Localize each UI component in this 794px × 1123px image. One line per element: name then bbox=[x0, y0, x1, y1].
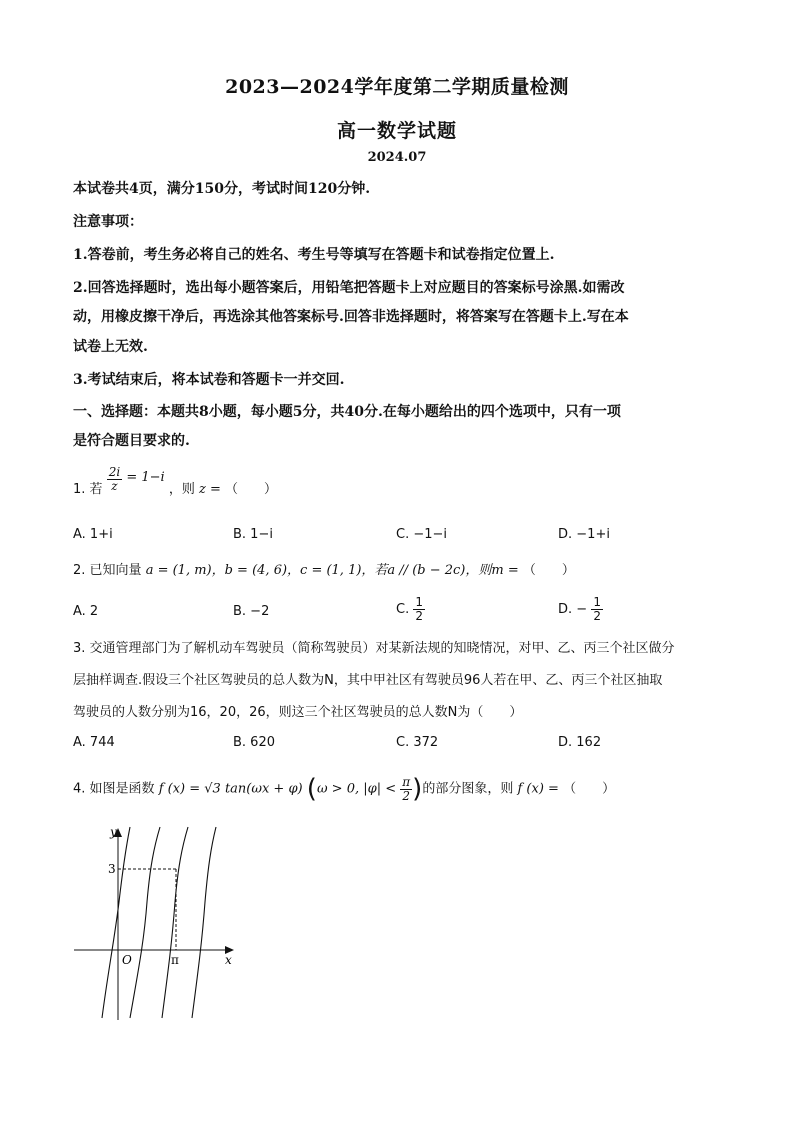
question-3-line2: 层抽样调查.假设三个社区驾驶员的总人数为N，其中甲社区有驾驶员96人若在甲、乙、丙三个社区抽取 bbox=[73, 673, 663, 688]
question-4-blank: （ ） bbox=[563, 781, 616, 797]
question-1-stem bbox=[73, 465, 733, 510]
question-1-fraction bbox=[107, 466, 122, 493]
question-2-math: a = (1, m)，b = (4, 6)，c = (1, 1)，若a // (b − 2c)，则m = bbox=[145, 563, 519, 578]
intro-text: 本试卷共4页，满分150分，考试时间120分钟. bbox=[73, 181, 371, 197]
question-1-frac-den: z bbox=[111, 479, 118, 493]
question-1-prefix: 1. 若 bbox=[73, 482, 103, 497]
question-1-option-d[interactable]: D. −1+i bbox=[558, 527, 610, 542]
question-3-option-b[interactable]: B. 620 bbox=[233, 735, 275, 750]
question-1-option-a[interactable]: A. 1+i bbox=[73, 527, 113, 542]
question-2-option-d-label: D. − bbox=[558, 602, 588, 617]
option-d-frac-den: 2 bbox=[593, 609, 601, 623]
question-1-frac-num: 2i bbox=[108, 465, 121, 479]
question-2-blank: （ ） bbox=[522, 563, 575, 578]
question-3-option-a[interactable]: A. 744 bbox=[73, 735, 115, 750]
question-3-line1: 3. 交通管理部门为了解机动车驾驶员（简称驾驶员）对某新法规的知晓情况，对甲、乙、丙三个社区做分 bbox=[73, 641, 675, 656]
question-1-equation: = 1−i bbox=[126, 470, 165, 485]
exam-subtitle: 高一数学试题 bbox=[336, 120, 457, 142]
question-4-frac-num: π bbox=[402, 774, 411, 789]
notice-item-3: 3.考试结束后，将本试卷和答题卡一并交回. bbox=[73, 372, 345, 388]
question-2-option-b[interactable]: B. −2 bbox=[233, 604, 270, 619]
question-4-function: f (x) = √3 tan(ωx + φ) bbox=[158, 781, 303, 797]
notice-item-2-line3: 试卷上无效. bbox=[73, 339, 148, 355]
notice-item-1: 1.答卷前，考生务必将自己的姓名、考生号等填写在答题卡和试卷指定位置上. bbox=[73, 247, 555, 263]
y-tick-label: 3 bbox=[108, 862, 116, 876]
question-1-option-b[interactable]: B. 1−i bbox=[233, 527, 273, 542]
notice-item-2-line2: 动，用橡皮擦干净后，再选涂其他答案标号.回答非选择题时，将答案写在答题卡上.写在本 bbox=[73, 309, 629, 325]
x-axis-label: x bbox=[225, 953, 232, 967]
origin-label: O bbox=[122, 953, 132, 967]
question-2-option-d-fraction bbox=[591, 596, 603, 623]
question-3-option-c[interactable]: C. 372 bbox=[396, 735, 439, 750]
question-2-option-a[interactable]: A. 2 bbox=[73, 604, 99, 619]
question-2-stem bbox=[73, 562, 733, 580]
x-tick-label: π bbox=[171, 953, 179, 967]
question-4-tail: 的部分图象，则 bbox=[422, 781, 514, 797]
question-4-condition-fraction bbox=[400, 776, 412, 803]
tangent-branch-1 bbox=[102, 827, 130, 1018]
exam-date: 2024.07 bbox=[367, 150, 427, 165]
question-2-prefix: 2. 已知向量 bbox=[73, 563, 142, 578]
question-2-option-d[interactable] bbox=[558, 596, 603, 623]
question-1-option-c[interactable]: C. −1−i bbox=[396, 527, 448, 542]
section-1-heading-line2: 是符合题目要求的. bbox=[73, 433, 190, 449]
question-1-var: z = bbox=[198, 482, 221, 497]
tangent-branch-3 bbox=[162, 827, 188, 1018]
question-4-condition: ω > 0, |φ| < bbox=[316, 781, 397, 797]
question-4-frac-den: 2 bbox=[402, 788, 411, 803]
option-c-frac-den: 2 bbox=[415, 609, 423, 623]
question-4-tail-math: f (x) = bbox=[517, 781, 559, 797]
y-axis-label: y bbox=[110, 825, 117, 839]
option-c-frac-num: 1 bbox=[415, 595, 423, 609]
question-3-line3: 驾驶员的人数分别为16，20，26，则这三个社区驾驶员的总人数N为（ ） bbox=[73, 705, 523, 720]
question-4-stem bbox=[73, 772, 733, 806]
option-d-frac-num: 1 bbox=[593, 595, 601, 609]
question-3-option-d[interactable]: D. 162 bbox=[558, 735, 602, 750]
question-2-option-c-fraction bbox=[413, 596, 425, 623]
question-2-option-c[interactable] bbox=[396, 596, 425, 623]
question-1-then: ，则 bbox=[168, 482, 195, 497]
question-4-prefix: 4. 如图是函数 bbox=[73, 781, 155, 797]
question-4-paren-open: ( bbox=[306, 774, 317, 804]
exam-title: 2023—2024学年度第二学期质量检测 bbox=[225, 76, 569, 98]
question-4-paren-close: ) bbox=[412, 774, 423, 804]
notice-item-2-line1: 2.回答选择题时，选出每小题答案后，用铅笔把答题卡上对应题目的答案标号涂黑.如需改 bbox=[73, 280, 625, 296]
tangent-branch-2 bbox=[130, 827, 160, 1018]
notice-title: 注意事项： bbox=[73, 214, 143, 230]
tangent-branch-4 bbox=[192, 827, 216, 1018]
question-1-blank: （ ） bbox=[224, 482, 277, 497]
question-2-option-c-label: C. bbox=[396, 602, 410, 617]
tangent-graph bbox=[70, 822, 240, 1022]
section-1-heading-line1: 一、选择题：本题共8小题，每小题5分，共40分.在每小题给出的四个选项中，只有一项 bbox=[73, 404, 621, 420]
